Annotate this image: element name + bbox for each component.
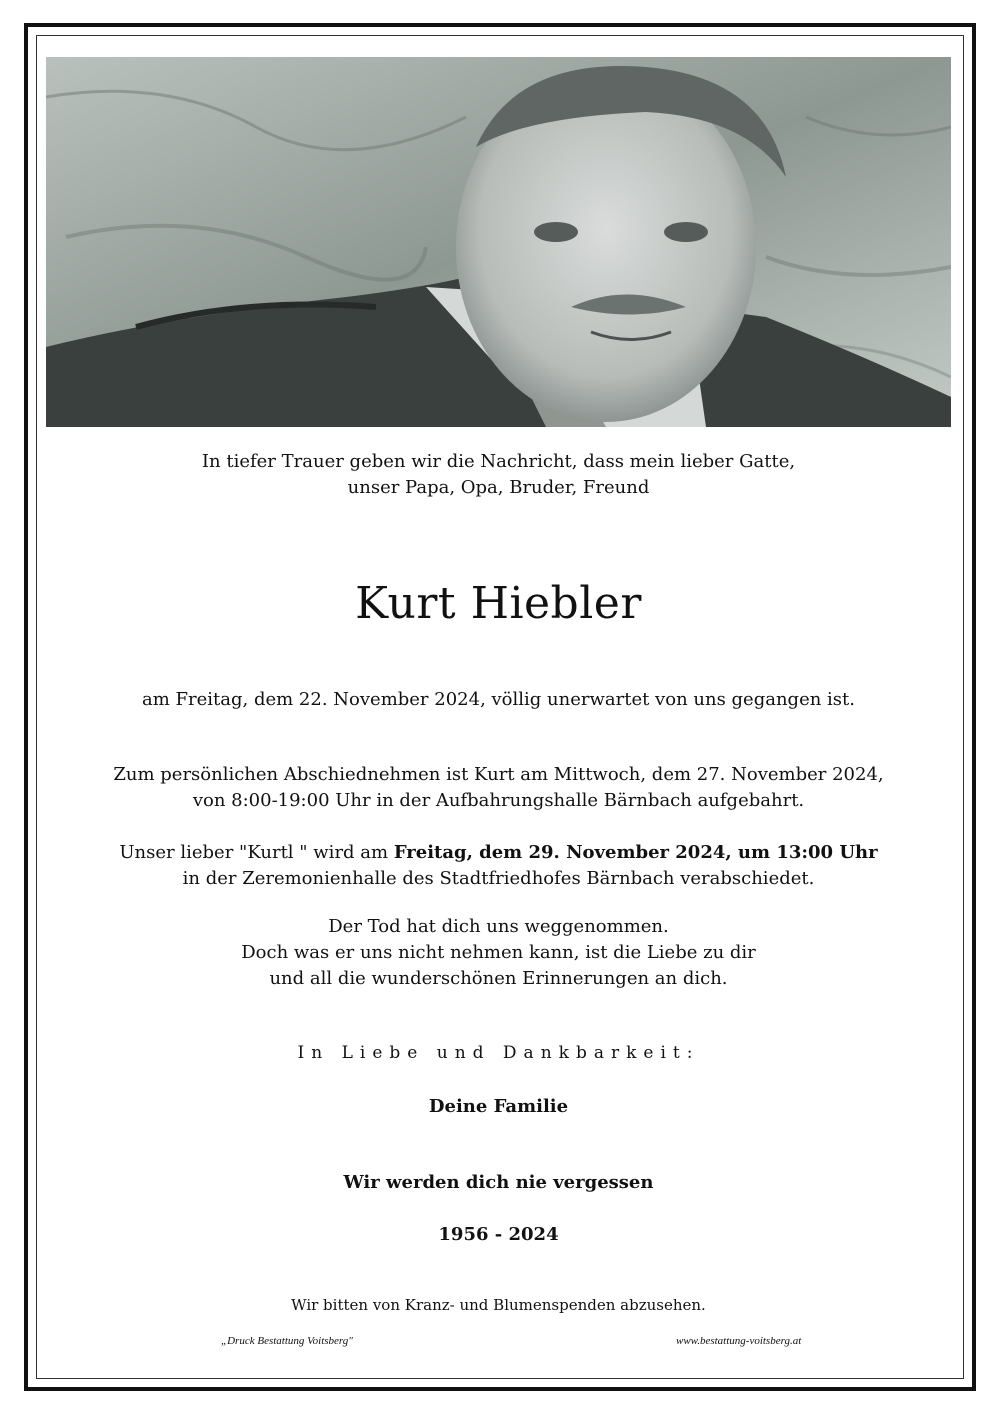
viewing-text — [46, 762, 951, 814]
flowers-note: Wir bitten von Kranz- und Blumenspenden abzusehen. — [291, 1296, 706, 1314]
poem — [46, 914, 951, 992]
portrait-photo — [46, 57, 951, 427]
life-years: 1956 - 2024 — [438, 1224, 559, 1245]
poem-line-1: Der Tod hat dich uns weggenommen. — [328, 916, 669, 937]
intro-line-2: unser Papa, Opa, Bruder, Freund — [347, 477, 650, 498]
intro-line-1: In tiefer Trauer geben wir die Nachricht, dass mein lieber Gatte, — [201, 451, 796, 472]
funeral-date: Freitag, dem 29. November 2024, um 13:00 Uhr — [393, 842, 878, 863]
funeral-line-1 — [46, 840, 951, 866]
passed-text — [46, 687, 951, 713]
deceased-name: Kurt Hiebler — [355, 578, 642, 629]
family-signature: Deine Familie — [428, 1096, 569, 1117]
intro-text — [46, 449, 951, 501]
poem-line-2: Doch was er uns nicht nehmen kann, ist die Liebe zu dir — [241, 942, 756, 963]
funeral-prefix: Unser lieber "Kurtl " wird am — [119, 842, 394, 863]
funeral-text — [46, 840, 951, 892]
closing-text: In Liebe und Dankbarkeit: — [297, 1043, 700, 1063]
footer-printer: „Druck Bestattung Voitsberg" — [221, 1335, 353, 1347]
portrait-photo-icon — [46, 57, 951, 427]
viewing-line-1: Zum persönlichen Abschiednehmen ist Kurt am Mittwoch, dem 27. November 2024, — [113, 764, 884, 785]
viewing-line-2: von 8:00-19:00 Uhr in der Aufbahrungshalle Bärnbach aufgebahrt. — [192, 790, 805, 811]
never-forget-text: Wir werden dich nie vergessen — [343, 1172, 654, 1193]
footer-website: www.bestattung-voitsberg.at — [676, 1335, 802, 1347]
poem-line-3: und all die wunderschönen Erinnerungen an dich. — [269, 968, 728, 989]
passed-line: am Freitag, dem 22. November 2024, völlig unerwartet von uns gegangen ist. — [142, 689, 855, 710]
funeral-line-2: in der Zeremonienhalle des Stadtfriedhofes Bärnbach verabschiedet. — [182, 868, 815, 889]
